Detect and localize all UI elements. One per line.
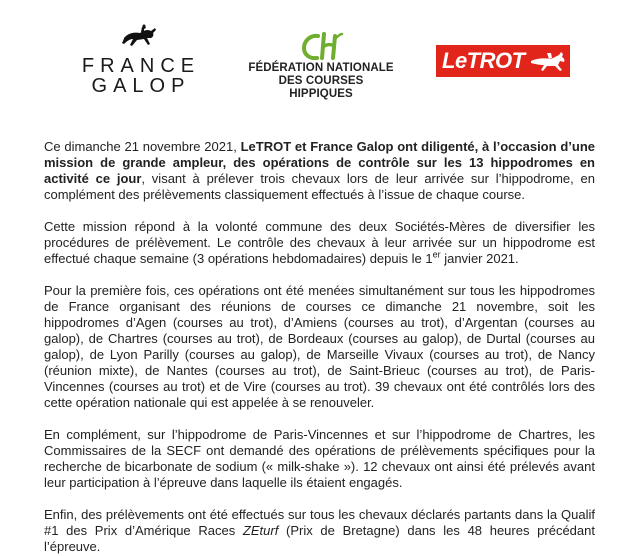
- france-galop-line2: GALOP: [91, 75, 191, 97]
- p1-rest: , visant à prélever trois chevaux lors de leur arrivée sur l’hippodrome, en complément des prélèvements classiquement effectués à l’issue de chaque course.: [44, 171, 595, 202]
- p1-bold: LeTROT et France Galop ont diligenté, à l’occasion d’une mission de grande ampleur, des opérations de contrôle sur les 13 hippodromes en activité ce jour: [44, 139, 595, 186]
- header-logos: [0, 0, 631, 120]
- trotting-horse-icon: [529, 49, 569, 73]
- paragraph-5: [44, 507, 595, 555]
- p2-superscript: er: [432, 249, 441, 260]
- ch-monogram-icon: [298, 32, 344, 62]
- p5-italic: ZEturf: [242, 523, 279, 538]
- paragraph-3: Pour la première fois, ces opérations ont été menées simultanément sur tous les hippodromes de France organisant des réunions de courses ce dimanche 21 novembre, soit les hippodromes d’Agen (courses au trot), d’Amiens (courses au trot), d’Argentan (courses au galop), de Chartres (courses au trot), de Bordeaux (courses au galop), de Durtal (courses au galop), de Lyon Parilly (courses au galop), de Marseille Vivaux (courses au trot), de Nancy (réunion mixte), de Nantes (courses au trot), de Saint-Brieuc (courses au trot), de Paris-Vincennes (courses au trot) et de Vire (courses au trot). 39 chevaux ont été contrôlés lors des cette opération nationale qui est appelée à se renouveler.: [44, 283, 595, 410]
- p5-end: (Prix de Bretagne) dans les 48 heures précédant l’épreuve.: [44, 523, 595, 554]
- fnch-logo: [246, 32, 396, 101]
- press-release-body: [44, 139, 595, 555]
- paragraph-4: En complément, sur l’hippodrome de Paris-Vincennes et sur l’hippodrome de Chartres, les Commissaires de la SECF ont demandé des opérations de prélèvements spécifiques pour la recherche de bicarbonate de sodium (« milk-shake »). 12 chevaux ont ainsi été prélevés avant leur participation à l’épreuve dans laquelle ils étaient engagés.: [44, 427, 595, 490]
- fnch-line2: DES COURSES HIPPIQUES: [278, 75, 364, 100]
- fnch-line1: FÉDÉRATION NATIONALE: [248, 62, 394, 74]
- paragraph-2: [44, 219, 595, 267]
- france-galop-line1: FRANCE: [81, 55, 201, 77]
- p2-end: janvier 2021.: [440, 251, 519, 266]
- galloping-horse-jockey-icon: [120, 24, 162, 50]
- paragraph-1: [44, 139, 595, 203]
- letrot-logo: [436, 45, 570, 77]
- letrot-wordmark: LeTROT: [442, 48, 525, 73]
- france-galop-logo: [66, 24, 216, 96]
- p5-text: Enfin, des prélèvements ont été effectués sur tous les chevaux déclarés partants dans la Qualif #1 des Prix d’Amérique Races: [44, 507, 595, 538]
- p1-intro: Ce dimanche 21 novembre 2021,: [44, 139, 241, 154]
- p2-text: Cette mission répond à la volonté commune des deux Sociétés-Mères de diversifier les procédures de prélèvement. Le contrôle des chevaux à leur arrivée sur un hippodrome est effectué chaque semaine (3 opérations hebdomadaires) depuis le 1: [44, 219, 595, 266]
